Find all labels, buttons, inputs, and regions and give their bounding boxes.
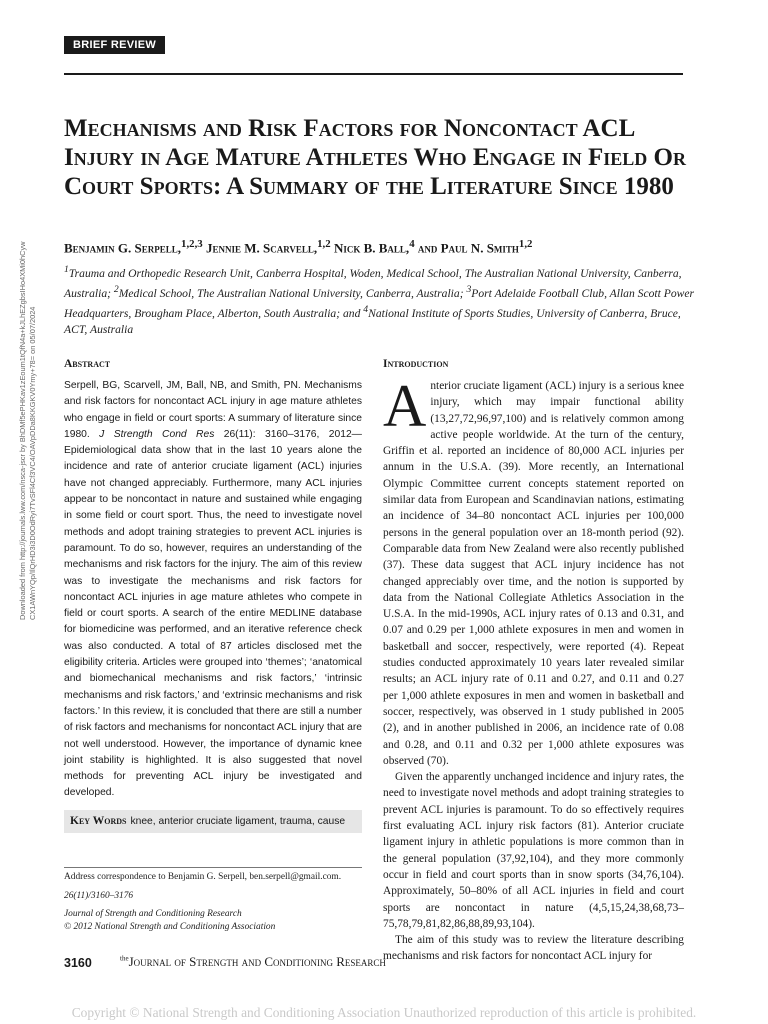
- article-type-badge: BRIEF REVIEW: [64, 36, 165, 54]
- introduction-heading: Introduction: [383, 358, 449, 370]
- author: Paul N. Smith: [440, 240, 519, 256]
- copyright-notice: Copyright © National Strength and Conditioning Association Unauthorized reproduction of this article is prohibited.: [71, 1005, 697, 1020]
- page-number: 3160: [64, 956, 92, 970]
- affiliations: $^1$Trauma and Orthopedic Research Unit, Canberra Hospital, Woden, Medical School, The Australian National University, Canberra, Australia; $^2$Medical School, The Australian National University, Canberra, Australia; $^3$Port Adelaide Football Club, Allan Scott Power Headquarters, Brougham Place, Alberton, South Australia; and $^4$National Institute of Sports Studies, University of Canberra, Bruce, ACT, Australia: [64, 264, 695, 336]
- article-meta: [64, 871, 362, 939]
- author-affiliation-mark: 1,2: [317, 238, 331, 250]
- author-affiliation-mark: 4: [409, 238, 415, 250]
- abstract-text: Serpell, BG, Scarvell, JM, Ball, NB, and Smith, PN. Mechanisms and risk factors for noncontact ACL injury in age mature athletes who engage in field or court sports: A summary of literature since 1980. J Strength Cond Res 26(11): 3160–3176, 2012—Epidemiological data show that in the last 10 years alone the incidence and rate of anterior cruciate ligament (ACL) injuries have not changed appreciably. Furthermore, many ACL injuries appear to be noncontact in nature and sustained while engaging in some field or court sport. Thus, the need to investigate novel methods and adopt training strategies to prevent ACL injuries is paramount. To do so, however, requires an understanding of the mechanisms and risk factors for the injury. The aim of this review was to investigate the mechanisms and risk factors for noncontact ACL injuries in age mature athletes who compete in field or court sports. A search of the entire MEDLINE database for biomedicine was performed, and an iterative reference check was also conducted. A total of 87 articles disclosed met the eligibility criteria. Articles were grouped into ‘themes’; ‘anatomical and biomechanical mechanisms and risk factors,’ ‘intrinsic mechanisms and risk factors,’ and ‘extrinsic mechanisms and risk factors.’ In this review, it is concluded that there are still a number of risk factors and mechanisms for noncontact ACL injury that are not well understood. However, the importance of dynamic knee joint stability is highlighted. It is also suggested that novel methods for preventing ACL injury be investigated and developed.: [64, 380, 362, 799]
- affiliation: Medical School, The Australian National University, Canberra, Australia;: [118, 286, 467, 300]
- meta-copyright: © 2012 National Strength and Conditioning Association: [64, 921, 276, 932]
- introduction-paragraph: Anterior cruciate ligament (ACL) injury is a serious knee injury, which may impair functional ability (13,27,72,96,97,100) and is relatively common among active people worldwide. At the turn of the century, Griffin et al. reported an incidence of 80,000 ACL injuries per annum in the U.S.A. (39). More recently, an International Olympic Committee current concepts statement reported on similar data from European and Scandinavian nations, estimating an incidence of 34–80 noncontact ACL injuries per 100,000 persons in the general population over an 18-month period (92). Comparable data from New Zealand were also recently published (37). These data suggest that ACL injury incidence has not changed appreciably over time, and the notion is supported by data from the National Collegiate Athletics Association in the U.S.A. In the mid-1990s, ACL injury rates of 0.13 and 0.31, and 0.07 and 0.29 per 1,000 athlete exposures in men and women in basketball and soccer, respectively, were reported (4). Repeat studies conducted approximately 10 years later revealed similar results; an ACL injury rate of 0.11 and 0.27, and 0.11 and 0.27 per 1,000 athlete exposures in men and women in basketball and soccer, respectively, was observed in 1 study published in 2005 (2), and in another published in 2006, an incidence rate of 0.08 and 0.28, and 0.11 and 0.32 per 1,000 athlete exposures was observed (70).: [383, 373, 684, 767]
- keywords-label: Key Words: [70, 814, 127, 827]
- download-watermark: Downloaded from http://journals.lww.com/nsca-jscr by BhDMf5ePHKav1zEoum1tQfN4a+kJLhEZgbsIHo4XMi0hCyw CX1AWnYQp/IlQrHD3i3D0OdRyi7TvSFl4Cf3VC4/OAVpDDa8KKGKV0Ymy+78= on 05/07/2024: [18, 241, 37, 620]
- abstract-heading: Abstract: [64, 358, 111, 370]
- meta-journal: Journal of Strength and Conditioning Research: [64, 909, 242, 920]
- drop-cap: A: [383, 373, 427, 439]
- introduction-paragraph: Given the apparently unchanged incidence and injury rates, the need to investigate novel methods and adopt training strategies to prevent ACL injuries is paramount. To do so effectively requires first evaluating ACL injury risk factors (81). Anterior cruciate ligament injury in athletic populations is more common than in the general population (37,92,104), and they more commonly occur in field and court sports than in snow sports (34,76,104). Approximately, 50–80% of all ACL injuries in field and court sports are noncontact in nature (4,5,15,24,38,68,73–75,78,79,81,82,86,88,89,93,104).: [383, 771, 684, 930]
- correspondence-note: Address correspondence to Benjamin G. Serpell, ben.serpell@gmail.com.: [64, 872, 342, 882]
- author-list: Benjamin G. Serpell,$^{1,2,3}$ Jennie M. Scarvell,$^{1,2}$ Nick B. Ball,$^4$ and Paul N. Smith$^{1,2}$: [64, 238, 533, 256]
- keywords-box: [64, 810, 362, 833]
- abstract-column: [64, 358, 362, 833]
- introduction-column: [383, 358, 684, 965]
- affiliation: National Institute of Sports Studies, University of Canberra, Bruce, ACT, Australia: [64, 306, 681, 336]
- paper-title: Mechanisms and Risk Factors for Noncontact ACL Injury in Age Mature Athletes Who Engage in Field Or Court Sports: A Summary of the Literature Since 1980: [64, 115, 686, 200]
- author: Jennie M. Scarvell,: [205, 240, 318, 256]
- header-rule: [64, 73, 683, 75]
- author: Nick B. Ball,: [333, 240, 410, 256]
- author-affiliation-mark: 1,2,3: [181, 238, 203, 250]
- author: Benjamin G. Serpell,: [64, 240, 182, 256]
- keywords-text: knee, anterior cruciate ligament, trauma, cause: [130, 815, 346, 827]
- footnote-rule: [64, 867, 362, 868]
- affiliation: Trauma and Orthopedic Research Unit, Canberra Hospital, Woden, Medical School, The Australian National University, Canberra, Australia;: [64, 266, 682, 300]
- author-affiliation-mark: 1,2: [518, 238, 533, 250]
- volume-info: 26(11)/3160–3176: [64, 890, 134, 901]
- affiliation: Port Adelaide Football Club, Allan Scott Power Headquarters, Brougham Place, Alberton, South Australia; and: [64, 286, 695, 320]
- footer-journal-name: $^{the}$Journal of Strength and Conditioning Research: [120, 954, 386, 969]
- introduction-paragraph: The aim of this study was to review the literature describing mechanisms and risk factors for noncontact ACL injury for: [383, 934, 684, 963]
